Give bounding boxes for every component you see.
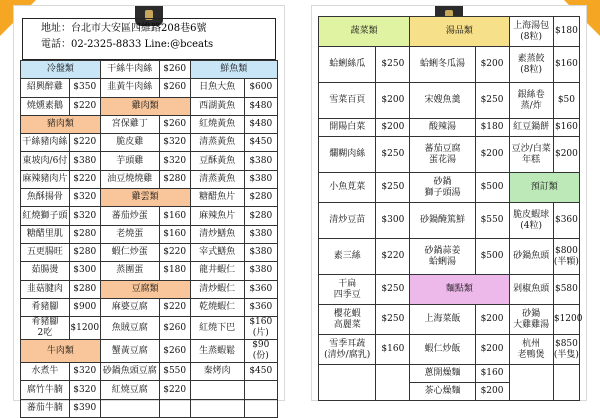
- menu-item-price: $320: [69, 381, 100, 399]
- menu-item-price: $280: [69, 243, 100, 261]
- menu-item-name: 糖醋里肌: [21, 225, 70, 243]
- menu-item-name: 腐竹牛腩: [21, 381, 70, 399]
- category-header: 牛肉類: [21, 340, 101, 363]
- menu-item-name: 宋嫂魚羹: [410, 83, 475, 119]
- menu-item-name: 豆酥黃魚: [190, 152, 244, 170]
- menu-row: [319, 137, 580, 173]
- menu-item-name: 砂鍋 獅子頭湯: [410, 173, 475, 203]
- menu-item-name: 麻婆豆腐: [100, 298, 159, 316]
- menu-item-name: 脆皮雞: [100, 134, 159, 152]
- menu-item-price: $220: [69, 134, 100, 152]
- menu-item-price: $800 (半顆): [553, 239, 579, 275]
- menu-row: [319, 335, 580, 365]
- menu-item-name: 紅豆鍋餅: [509, 119, 553, 137]
- menu-item-price: $380: [69, 152, 100, 170]
- menu-item-name: 肴豬腳 2吃: [21, 317, 70, 340]
- menu-item-price: $200: [475, 383, 509, 401]
- menu-item-price: $160: [159, 207, 190, 225]
- menu-item-name: 燒燻素鵝: [21, 97, 70, 115]
- menu-item-name: 麻辣魚片: [190, 207, 244, 225]
- category-header: 雞肉類: [100, 97, 190, 115]
- menu-item-price: $1200: [69, 317, 100, 340]
- menu-item-name: 蝦仁炒蛋: [100, 243, 159, 261]
- menu-item-price: $580: [553, 275, 579, 305]
- menu-item-name: 油豆燒燒雞: [100, 170, 159, 188]
- menu-item-name: 素三絲: [319, 239, 376, 275]
- menu-item-price: $200: [475, 305, 509, 335]
- menu-item-name: 櫻花蝦 高麗菜: [319, 305, 376, 335]
- menu-item-name: 宰式鱔魚: [190, 243, 244, 261]
- menu-item-price: $260: [159, 317, 190, 340]
- category-header: 麵點類: [410, 275, 509, 305]
- menu-item-price: $260: [159, 79, 190, 97]
- menu-item-name: 肴豬腳: [21, 298, 70, 316]
- menu-item-name: 五更腸旺: [21, 243, 70, 261]
- menu-item-price: $220: [69, 97, 100, 115]
- menu-item-price: $360: [244, 298, 277, 316]
- menu-item-price: $480: [244, 115, 277, 133]
- phone-line: 電話：02-2325-8833 Line:@bceats: [41, 39, 214, 50]
- menu-item-name: 魚酥揚骨: [21, 189, 70, 207]
- menu-item-price: $260: [159, 115, 190, 133]
- menu-item-name: 清炒豆苗: [319, 203, 376, 239]
- menu-item-name: [244, 399, 277, 417]
- menu-item-name: 生蒸蝦鬆: [190, 340, 244, 363]
- menu-item-name: 清炒蝦仁: [190, 280, 244, 298]
- menu-item-price: $220: [69, 170, 100, 188]
- menu-item-name: 砂鍋 大雞雞湯: [509, 305, 553, 335]
- menu-item-name: 砂鍋醃篤鮮: [410, 203, 475, 239]
- menu-item-name: 宮保雞丁: [100, 115, 159, 133]
- menu-item-name: 紅燒下巴: [190, 317, 244, 340]
- category-header: 豆腐類: [100, 280, 190, 298]
- menu-item-price: $250: [376, 173, 410, 203]
- menu-item-name: 蛤蜊絲瓜: [319, 47, 376, 83]
- menu-item-name: 紅燒豆腐: [100, 381, 159, 399]
- menu-item-price: $160: [553, 119, 579, 137]
- menu-row: [319, 365, 580, 383]
- category-header: 蔬菜類: [319, 17, 410, 47]
- menu-item-price: $390: [69, 399, 100, 417]
- menu-item-price: $320: [69, 189, 100, 207]
- menu-item-price: $500: [475, 239, 509, 275]
- menu-item-price: $200: [475, 47, 509, 83]
- menu-item-name: 雪季耳蔬 (清炒/腐乳): [319, 335, 376, 365]
- menu-item-price: $220: [159, 298, 190, 316]
- menu-item-name: [553, 365, 579, 401]
- menu-item-name: 干絲牛肉絲: [100, 61, 159, 79]
- menu-item-name: 茶心燥麵: [410, 383, 475, 401]
- menu-item-price: $500: [475, 173, 509, 203]
- menu-item-price: $160: [553, 47, 579, 83]
- menu-item-price: $380: [244, 243, 277, 261]
- menu-row: [319, 47, 580, 83]
- menu-row: [21, 363, 278, 381]
- menu-item-price: $380: [244, 152, 277, 170]
- menu-item-price: $320: [69, 363, 100, 381]
- menu-item-name: 清蒸黃魚: [190, 134, 244, 152]
- menu-item-price: $550: [159, 363, 190, 381]
- menu-item-price: $380: [244, 262, 277, 280]
- menu-item-price: $380: [244, 170, 277, 188]
- menu-item-price: $450: [244, 134, 277, 152]
- menu-item-name: [509, 365, 553, 401]
- menu-item-price: $50: [553, 83, 579, 119]
- menu-item-price: $90 (份): [244, 340, 277, 363]
- menu-item-price: $180: [553, 17, 579, 47]
- menu-item-name: 砂鍋魚頭: [509, 239, 553, 275]
- menu-item-name: 豆沙/白菜 年糕: [509, 137, 553, 173]
- menu-item-price: $160 (片): [244, 317, 277, 340]
- menu-item-price: $280: [69, 280, 100, 298]
- menu-row: [21, 262, 278, 280]
- menu-item-name: 爛糊肉絲: [319, 137, 376, 173]
- menu-item-price: $200: [553, 137, 579, 173]
- menu-item-price: $200: [376, 119, 410, 137]
- menu-item-name: [159, 399, 190, 417]
- menu-item-name: 乾燒蝦仁: [190, 298, 244, 316]
- menu-item-name: 蕃茄豆腐 蛋花湯: [410, 137, 475, 173]
- menu-item-name: 酸辣湯: [410, 119, 475, 137]
- menu-item-price: $320: [159, 134, 190, 152]
- menu-item-name: 水煮牛: [21, 363, 70, 381]
- menu-item-price: $320: [69, 207, 100, 225]
- menu-row: [319, 119, 580, 137]
- menu-item-name: 韭菇腱肉: [21, 280, 70, 298]
- menu-item-name: 紹興醉雞: [21, 79, 70, 97]
- menu-item-name: 龍井蝦仁: [190, 262, 244, 280]
- category-header: 預訂類: [509, 173, 580, 203]
- menu-item-name: [100, 399, 159, 417]
- menu-item-price: $250: [376, 47, 410, 83]
- menu-item-price: $200: [475, 335, 509, 365]
- menu-row: [319, 275, 580, 305]
- menu-row: [21, 134, 278, 152]
- menu-item-price: $350: [69, 79, 100, 97]
- menu-item-name: 砂鍋魚頭豆腐: [100, 363, 159, 381]
- category-header: 湯品類: [410, 17, 509, 47]
- menu-item-name: 上海湯包 (8粒): [509, 17, 553, 47]
- menu-item-price: $250: [376, 137, 410, 173]
- menu-item-price: $200: [376, 83, 410, 119]
- menu-item-price: $250: [475, 83, 509, 119]
- menu-row: [21, 243, 278, 261]
- menu-row: [21, 207, 278, 225]
- menu-item-price: $380: [244, 225, 277, 243]
- menu-item-name: 蝦仁炒飯: [410, 335, 475, 365]
- menu-row: [21, 399, 278, 417]
- menu-row: [319, 203, 580, 239]
- menu-item-price: $250: [376, 275, 410, 305]
- menu-item-price: $180: [475, 119, 509, 137]
- menu-item-price: $850 (半隻): [553, 335, 579, 365]
- menu-item-name: 素蒸餃 (8粒): [509, 47, 553, 83]
- menu-item-name: 東坡肉/6付: [21, 152, 70, 170]
- menu-row: [319, 305, 580, 335]
- menu-row: [21, 170, 278, 188]
- menu-row: [21, 280, 278, 298]
- menu-item-name: 蕃茄牛腩: [21, 399, 70, 417]
- menu-item-name: 蛤蜊冬瓜湯: [410, 47, 475, 83]
- menu-row: [21, 97, 278, 115]
- menu-item-price: $220: [159, 381, 190, 399]
- menu-item-name: 紅燒黃魚: [190, 115, 244, 133]
- menu-item-name: 糖醋魚片: [190, 189, 244, 207]
- menu-row: [319, 239, 580, 275]
- menu-item-price: $180: [159, 262, 190, 280]
- menu-item-price: $900: [69, 298, 100, 316]
- menu-item-price: $220: [159, 243, 190, 261]
- menu-item-name: 紅燒獅子頭: [21, 207, 70, 225]
- menu-item-price: $160: [475, 365, 509, 383]
- menu-item-name: 開陽白菜: [319, 119, 376, 137]
- menu-item-price: $280: [159, 170, 190, 188]
- menu-item-price: $280: [244, 207, 277, 225]
- menu-item-price: $200: [475, 137, 509, 173]
- menu-item-name: [319, 365, 376, 401]
- menu-item-name: 干扁 四季豆: [319, 275, 376, 305]
- menu-item-name: 蒸團蛋: [100, 262, 159, 280]
- category-header: 冷盤類: [21, 61, 101, 79]
- menu-item-name: 剁椒魚頭: [509, 275, 553, 305]
- menu-item-name: 茹腸燙: [21, 262, 70, 280]
- category-header: 豬肉類: [21, 115, 101, 133]
- menu-item-name: [190, 381, 244, 399]
- menu-item-name: 雪菜百頁: [319, 83, 376, 119]
- menu-item-name: 蔥開燥麵: [410, 365, 475, 383]
- menu-item-price: $160: [376, 335, 410, 365]
- menu-item-name: 西湖黃魚: [190, 97, 244, 115]
- menu-row: [21, 298, 278, 316]
- menu-item-price: $300: [69, 262, 100, 280]
- menu-row: [21, 79, 278, 97]
- menu-item-price: $300: [376, 203, 410, 239]
- menu-item-price: $360: [553, 203, 579, 239]
- menu-row: [319, 173, 580, 203]
- menu-item-price: $260: [159, 340, 190, 363]
- menu-item-name: 蟹黃豆腐: [100, 340, 159, 363]
- menu-item-name: 清炒鱔魚: [190, 225, 244, 243]
- menu-table-left: [20, 60, 278, 418]
- menu-item-price: $220: [376, 239, 410, 275]
- menu-row: [21, 381, 278, 399]
- menu-item-name: 蕃茄炒蛋: [100, 207, 159, 225]
- menu-item-name: [376, 365, 410, 401]
- menu-item-price: $550: [475, 203, 509, 239]
- menu-item-price: $320: [159, 152, 190, 170]
- menu-item-price: $1200: [553, 305, 579, 335]
- menu-item-name: [244, 381, 277, 399]
- menu-item-price: $450: [244, 363, 277, 381]
- menu-row: [21, 61, 278, 79]
- menu-row: [21, 189, 278, 207]
- menu-item-name: 麻辣豬肉片: [21, 170, 70, 188]
- menu-item-name: 杭州 老鴨煲: [509, 335, 553, 365]
- menu-item-name: 芋頭雞: [100, 152, 159, 170]
- menu-item-name: 砂鍋蒜姜 蛤蜊湯: [410, 239, 475, 275]
- menu-item-name: 小魚莧菜: [319, 173, 376, 203]
- menu-item-price: $600: [244, 79, 277, 97]
- restaurant-info: [22, 18, 276, 60]
- menu-item-price: $160: [159, 225, 190, 243]
- menu-item-name: 秦烤肉: [190, 363, 244, 381]
- menu-item-name: 老燒蛋: [100, 225, 159, 243]
- menu-item-name: 脆皮蝦球 (4粒): [509, 203, 553, 239]
- menu-item-name: 上海菜飯: [410, 305, 475, 335]
- category-header: 雞雲類: [100, 189, 190, 207]
- menu-item-price: $260: [159, 61, 190, 79]
- menu-row: [21, 225, 278, 243]
- menu-item-name: [190, 399, 244, 417]
- menu-item-name: 銀絲卷 蒸/炸: [509, 83, 553, 119]
- menu-item-name: 日魚大魚: [190, 79, 244, 97]
- menu-row: [21, 152, 278, 170]
- menu-page-right: [312, 6, 586, 400]
- menu-item-price: $360: [244, 280, 277, 298]
- menu-table-right: [318, 16, 583, 401]
- menu-item-name: 韭黃牛肉絲: [100, 79, 159, 97]
- address: 地址：台北市大安區四維路208巷6號: [41, 23, 207, 34]
- menu-row: [319, 83, 580, 119]
- menu-page-left: [14, 6, 284, 413]
- menu-row: [319, 17, 580, 47]
- menu-item-price: $250: [376, 305, 410, 335]
- category-header: 鮮魚類: [190, 61, 277, 79]
- menu-item-price: $280: [69, 225, 100, 243]
- menu-item-name: 清蒸黃魚: [190, 170, 244, 188]
- menu-item-price: $480: [244, 97, 277, 115]
- menu-item-name: 魚賊豆腐: [100, 317, 159, 340]
- menu-row: [21, 115, 278, 133]
- menu-item-price: $280: [244, 189, 277, 207]
- menu-item-name: 干絲豬肉絲: [21, 134, 70, 152]
